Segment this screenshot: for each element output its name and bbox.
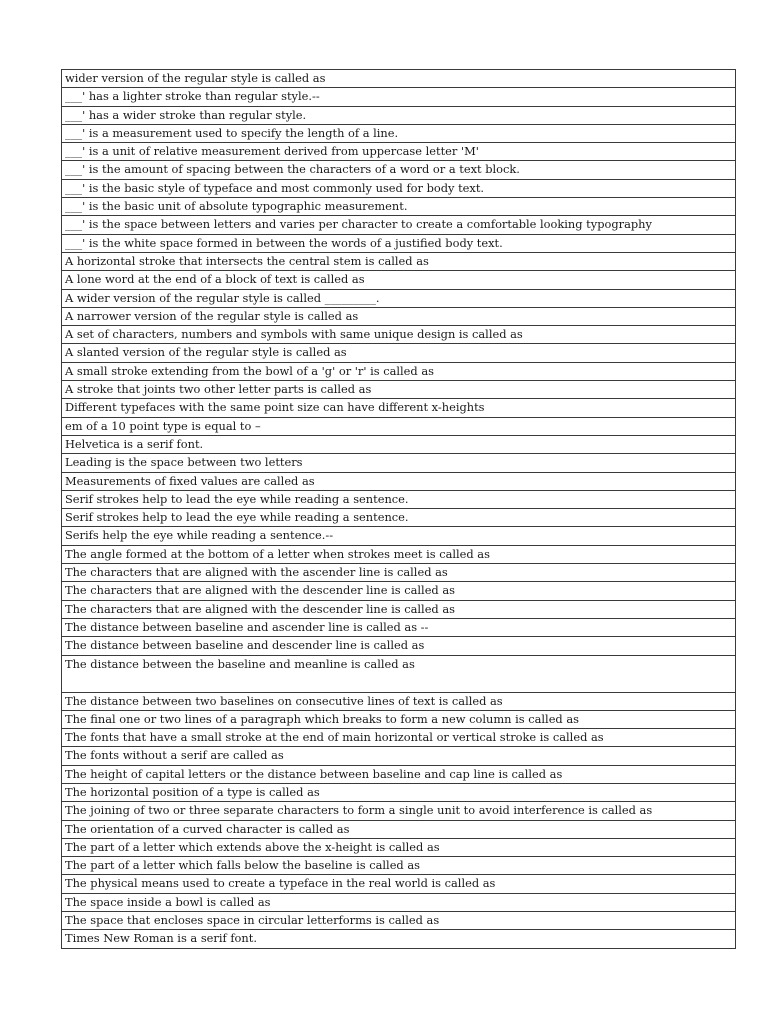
table-row <box>62 875 736 893</box>
table-row <box>62 70 736 88</box>
question-cell: The space inside a bowl is called as <box>62 893 736 911</box>
table-row <box>62 124 736 142</box>
table-row <box>62 527 736 545</box>
question-cell: A small stroke extending from the bowl of a 'g' or 'r' is called as <box>62 362 736 380</box>
question-cell: Helvetica is a serif font. <box>62 435 736 453</box>
question-cell: The characters that are aligned with the ascender line is called as <box>62 564 736 582</box>
question-cell: Times New Roman is a serif font. <box>62 930 736 948</box>
table-row <box>62 307 736 325</box>
question-cell: A wider version of the regular style is called _________. <box>62 289 736 307</box>
question-cell: ___' has a lighter stroke than regular style.-- <box>62 88 736 106</box>
table-row <box>62 655 736 692</box>
table-row <box>62 710 736 728</box>
question-cell: wider version of the regular style is called as <box>62 70 736 88</box>
table-row <box>62 106 736 124</box>
table-row <box>62 783 736 801</box>
question-cell: The distance between baseline and ascender line is called as -- <box>62 618 736 636</box>
table-row <box>62 234 736 252</box>
question-cell: Serif strokes help to lead the eye while reading a sentence. <box>62 490 736 508</box>
question-cell: A slanted version of the regular style is called as <box>62 344 736 362</box>
table-row <box>62 857 736 875</box>
question-cell: ___' is the basic style of typeface and most commonly used for body text. <box>62 179 736 197</box>
question-cell: The angle formed at the bottom of a letter when strokes meet is called as <box>62 545 736 563</box>
table-row <box>62 472 736 490</box>
question-cell: ___' is a measurement used to specify the length of a line. <box>62 124 736 142</box>
table-row <box>62 838 736 856</box>
table-row <box>62 747 736 765</box>
question-cell: The distance between baseline and descender line is called as <box>62 637 736 655</box>
table-row <box>62 435 736 453</box>
question-cell: The fonts that have a small stroke at the end of main horizontal or vertical stroke is called as <box>62 729 736 747</box>
question-cell: The part of a letter which extends above the x-height is called as <box>62 838 736 856</box>
table-row <box>62 271 736 289</box>
table-row <box>62 930 736 948</box>
question-cell: The characters that are aligned with the descender line is called as <box>62 582 736 600</box>
table-row <box>62 143 736 161</box>
question-cell: ___' has a wider stroke than regular style. <box>62 106 736 124</box>
table-row <box>62 216 736 234</box>
table-row <box>62 417 736 435</box>
question-cell: Different typefaces with the same point size can have different x-heights <box>62 399 736 417</box>
question-cell: A stroke that joints two other letter parts is called as <box>62 381 736 399</box>
table-row <box>62 765 736 783</box>
question-cell: The height of capital letters or the distance between baseline and cap line is called as <box>62 765 736 783</box>
question-cell: Serifs help the eye while reading a sentence.-- <box>62 527 736 545</box>
table-row <box>62 545 736 563</box>
table-row <box>62 802 736 820</box>
table-row <box>62 637 736 655</box>
question-cell: em of a 10 point type is equal to – <box>62 417 736 435</box>
table-row <box>62 618 736 636</box>
table-row <box>62 344 736 362</box>
question-cell: The physical means used to create a typeface in the real world is called as <box>62 875 736 893</box>
table-row <box>62 454 736 472</box>
question-cell: ___' is the space between letters and varies per character to create a comfortable looking typography <box>62 216 736 234</box>
question-cell: The fonts without a serif are called as <box>62 747 736 765</box>
table-row <box>62 252 736 270</box>
question-cell: The joining of two or three separate characters to form a single unit to avoid interference is called as <box>62 802 736 820</box>
table-row <box>62 912 736 930</box>
table-row <box>62 326 736 344</box>
question-cell: Measurements of fixed values are called as <box>62 472 736 490</box>
table-row <box>62 362 736 380</box>
table-row <box>62 490 736 508</box>
question-cell: The characters that are aligned with the descender line is called as <box>62 600 736 618</box>
question-cell: The part of a letter which falls below the baseline is called as <box>62 857 736 875</box>
question-cell: The distance between two baselines on consecutive lines of text is called as <box>62 692 736 710</box>
table-row <box>62 893 736 911</box>
question-cell: The final one or two lines of a paragraph which breaks to form a new column is called as <box>62 710 736 728</box>
table-row <box>62 509 736 527</box>
question-cell: The horizontal position of a type is called as <box>62 783 736 801</box>
table-row <box>62 729 736 747</box>
table-row <box>62 179 736 197</box>
table-row <box>62 564 736 582</box>
question-cell: ___' is the basic unit of absolute typographic measurement. <box>62 198 736 216</box>
table-row <box>62 820 736 838</box>
question-cell: ___' is the amount of spacing between the characters of a word or a text block. <box>62 161 736 179</box>
table-row <box>62 198 736 216</box>
question-cell: Serif strokes help to lead the eye while reading a sentence. <box>62 509 736 527</box>
table-row <box>62 289 736 307</box>
question-cell: A lone word at the end of a block of text is called as <box>62 271 736 289</box>
table-row <box>62 600 736 618</box>
question-table <box>61 69 736 949</box>
table-row <box>62 399 736 417</box>
table-row <box>62 582 736 600</box>
table-row <box>62 381 736 399</box>
question-cell: A narrower version of the regular style is called as <box>62 307 736 325</box>
question-cell: The distance between the baseline and meanline is called as <box>62 655 736 692</box>
table-row <box>62 692 736 710</box>
question-cell: ___' is the white space formed in between the words of a justified body text. <box>62 234 736 252</box>
table-row <box>62 88 736 106</box>
table-row <box>62 161 736 179</box>
question-cell: ___' is a unit of relative measurement derived from uppercase letter 'M' <box>62 143 736 161</box>
question-cell: Leading is the space between two letters <box>62 454 736 472</box>
question-cell: A set of characters, numbers and symbols with same unique design is called as <box>62 326 736 344</box>
question-cell: The space that encloses space in circular letterforms is called as <box>62 912 736 930</box>
question-cell: The orientation of a curved character is called as <box>62 820 736 838</box>
question-cell: A horizontal stroke that intersects the central stem is called as <box>62 252 736 270</box>
